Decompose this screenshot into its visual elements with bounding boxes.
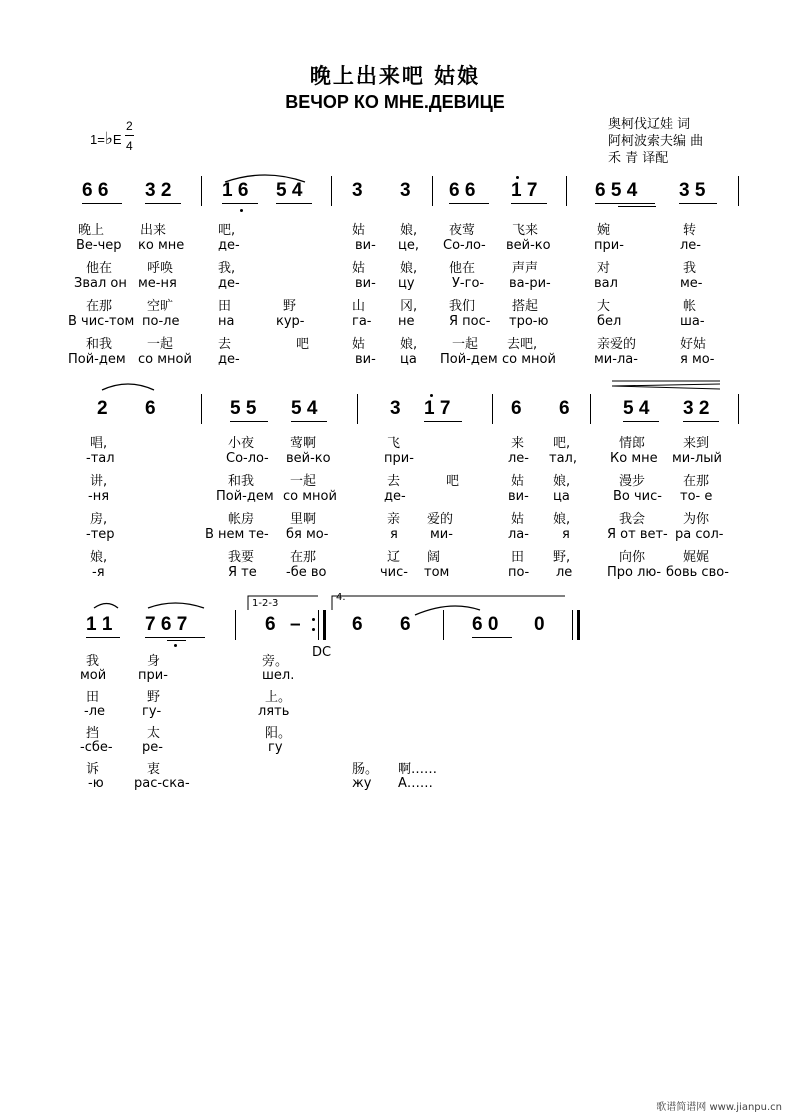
lyric: ми-лый	[672, 451, 722, 466]
lyric: Во чис-	[613, 489, 662, 504]
credit-composer: 阿柯波索夫编 曲	[608, 134, 704, 149]
lyric: 娘,	[400, 261, 418, 276]
lyric: мой	[80, 668, 107, 683]
lyric: гу	[268, 740, 283, 755]
lyric: я	[390, 527, 398, 542]
note-group: 3 2	[145, 180, 172, 201]
lyric: 去	[218, 337, 232, 352]
lyric: 我	[683, 261, 697, 276]
note-group: 6 6	[82, 180, 109, 201]
lyric: 一起	[452, 337, 479, 352]
lyric: 诉	[86, 762, 100, 777]
lyric: 晚上	[78, 223, 105, 238]
lyric: 野,	[553, 550, 571, 565]
lyric: 吧,	[218, 223, 236, 238]
lyric: 娘,	[400, 223, 418, 238]
lyric: 肠。	[352, 762, 379, 777]
lyric: 我	[86, 654, 100, 669]
lyric: Про лю-	[607, 565, 662, 580]
lyric: 飞来	[512, 223, 539, 238]
lyric: га-	[352, 314, 372, 329]
lyric: 呼唤	[147, 261, 174, 276]
lyric: -ня	[88, 489, 110, 504]
lyric: не	[398, 314, 415, 329]
lyric: Пой-дем	[216, 489, 274, 504]
lyric: Ко мне	[610, 451, 658, 466]
lyric: 啊……	[398, 762, 438, 777]
note: 6	[511, 398, 522, 419]
lyric: на	[218, 314, 235, 329]
lyric: 姑	[511, 474, 525, 489]
lyric: ле-	[508, 451, 529, 466]
lyric: вей-ко	[506, 238, 551, 253]
lyric: -сбе-	[80, 740, 113, 755]
lyric: ца	[400, 352, 417, 367]
lyric: 我们	[449, 299, 476, 314]
credit-lyricist: 奥柯伐辽娃 词	[608, 117, 691, 132]
key-signature: 1=♭E	[90, 129, 122, 148]
lyric: У-го-	[452, 276, 485, 291]
lyric: по-ле	[142, 314, 180, 329]
lyric: 阔	[427, 550, 441, 565]
lyric: ко мне	[138, 238, 185, 253]
lyric: 田	[511, 550, 525, 565]
lyric: ва-ри-	[509, 276, 551, 291]
lyric: 一起	[290, 474, 317, 489]
lyric: бя мо-	[286, 527, 329, 542]
lyric: -ле	[84, 704, 105, 719]
lyric: 漫步	[619, 474, 646, 489]
lyric: 爱的	[427, 512, 454, 527]
lyric: де-	[218, 276, 240, 291]
lyric: 吧	[296, 337, 310, 352]
lyric: вей-ко	[286, 451, 331, 466]
note-group: 7 6 7	[145, 614, 188, 635]
note: 2	[97, 398, 108, 419]
lyric: 莺啊	[290, 436, 317, 451]
lyric: А……	[398, 776, 433, 791]
lyric: 声声	[512, 261, 539, 276]
lyric: 一起	[147, 337, 174, 352]
lyric: 娘,	[553, 512, 571, 527]
note-group: 1 1	[86, 614, 113, 635]
lyric: 搭起	[512, 299, 539, 314]
lyric: 来到	[683, 436, 710, 451]
lyric: 他在	[449, 261, 476, 276]
lyric: ви-	[508, 489, 529, 504]
lyric: 里啊	[290, 512, 317, 527]
lyric: Со-ло-	[226, 451, 269, 466]
lyric: -ю	[88, 776, 104, 791]
lyric: ца	[553, 489, 570, 504]
lyric: 吧	[446, 474, 460, 489]
lyric: 野	[147, 690, 161, 705]
lyric: со мной	[502, 352, 556, 367]
note-group: 1 7	[424, 398, 451, 419]
lyric: 在那	[86, 299, 113, 314]
note-group: 6 0	[472, 614, 499, 635]
lyric: 衷	[147, 762, 161, 777]
lyric: 好姑	[680, 337, 707, 352]
note-group: 5 4	[276, 180, 303, 201]
lyric: жу	[352, 776, 372, 791]
lyric: 挡	[86, 726, 100, 741]
lyric: 田	[218, 299, 232, 314]
lyric: при-	[594, 238, 624, 253]
lyric: 帐	[683, 299, 697, 314]
lyric: ми-	[430, 527, 453, 542]
lyric: тро-ю	[509, 314, 549, 329]
volta-last-ending: 4.	[336, 592, 346, 603]
lyric: 娘,	[400, 337, 418, 352]
lyric: 姑	[352, 261, 366, 276]
lyric: 辽	[387, 550, 401, 565]
note-group: 1 6	[222, 180, 249, 201]
credit-translator: 禾 青 译配	[608, 151, 669, 166]
lyric: ме-	[680, 276, 703, 291]
note-group: 3 2	[683, 398, 710, 419]
lyric: при-	[384, 451, 414, 466]
lyric: 小夜	[228, 436, 255, 451]
lyric: 夜莺	[449, 223, 476, 238]
lyric: 在那	[683, 474, 710, 489]
note-group: 6 5 4	[595, 180, 638, 201]
note-group: 5 4	[291, 398, 318, 419]
note-group: 1 7	[511, 180, 538, 201]
lyric: -я	[92, 565, 105, 580]
lyric: -тер	[86, 527, 115, 542]
lyric: ша-	[680, 314, 705, 329]
lyric: 娘,	[90, 550, 108, 565]
time-signature-bottom: 4	[126, 139, 133, 153]
lyric: 大	[597, 299, 611, 314]
lyric: 和我	[86, 337, 113, 352]
note-group: 6 6	[449, 180, 476, 201]
lyric: по-	[508, 565, 530, 580]
lyric: 讲,	[90, 474, 108, 489]
lyric: ре-	[142, 740, 163, 755]
lyric: 我,	[218, 261, 236, 276]
lyric: де-	[218, 238, 240, 253]
title-russian: ВЕЧОР КО МНЕ.ДЕВИЦЕ	[285, 92, 505, 112]
note: 3	[352, 180, 363, 201]
lyric: со мной	[138, 352, 192, 367]
note: 6	[400, 614, 411, 635]
note: 6	[145, 398, 156, 419]
lyric: ме-ня	[138, 276, 177, 291]
site-watermark: 歌谱简谱网 www.jianpu.cn	[656, 1102, 782, 1113]
lyric: ви-	[355, 352, 376, 367]
title-chinese: 晚上出来吧 姑娘	[309, 63, 481, 88]
lyric: 姑	[511, 512, 525, 527]
lyric: я	[562, 527, 570, 542]
volta-first-ending: 1-2-3	[252, 598, 279, 609]
lyric: -бе во	[286, 565, 327, 580]
lyric: це,	[398, 238, 419, 253]
lyric: 姑	[352, 337, 366, 352]
lyric: Звал он	[74, 276, 127, 291]
lyric: де-	[218, 352, 240, 367]
lyric: 亲	[387, 512, 401, 527]
lyric: лять	[258, 704, 290, 719]
lyric: чис-	[380, 565, 408, 580]
lyric: 去吧,	[507, 337, 538, 352]
lyric: 娓娓	[683, 550, 710, 565]
lyric: со мной	[283, 489, 337, 504]
lyric: шел.	[262, 668, 295, 683]
note: 3	[400, 180, 411, 201]
lyric: 来	[511, 436, 525, 451]
lyric: 野	[283, 299, 297, 314]
note-group: 3 5	[679, 180, 706, 201]
lyric: 娘,	[553, 474, 571, 489]
lyric: Я пос-	[449, 314, 491, 329]
lyric: вал	[594, 276, 618, 291]
note-group: 5 4	[623, 398, 650, 419]
lyric: Пой-дем	[440, 352, 498, 367]
note-group: 5 5	[230, 398, 257, 419]
lyric: 去	[387, 474, 401, 489]
note: 6	[559, 398, 570, 419]
lyric: 我要	[228, 550, 255, 565]
lyric: Я от вет-	[607, 527, 668, 542]
lyric: Ве-чер	[76, 238, 122, 253]
lyric: ви-	[355, 238, 376, 253]
lyric: 和我	[228, 474, 255, 489]
lyric: гу-	[142, 704, 162, 719]
note: 0	[534, 614, 545, 635]
lyric: 冈,	[400, 299, 418, 314]
lyric: 上。	[265, 690, 292, 705]
lyric: ви-	[355, 276, 376, 291]
time-signature-top: 2	[126, 119, 133, 133]
lyric: бовь сво-	[666, 565, 729, 580]
lyric: цу	[398, 276, 415, 291]
lyric: 吧,	[553, 436, 571, 451]
dc-marking: DC	[312, 645, 332, 660]
lyric: 飞	[387, 436, 401, 451]
lyric: кур-	[276, 314, 305, 329]
lyric: 我会	[619, 512, 646, 527]
lyric: ле	[556, 565, 573, 580]
lyric: 出来	[140, 223, 167, 238]
lyric: 空旷	[147, 299, 174, 314]
lyric: бел	[597, 314, 622, 329]
note: 3	[390, 398, 401, 419]
lyric: том	[424, 565, 450, 580]
dash: –	[290, 614, 301, 635]
lyric: де-	[384, 489, 406, 504]
lyric: 亲爱的	[597, 337, 637, 352]
lyric: ми-ла-	[594, 352, 638, 367]
lyric: ле-	[680, 238, 701, 253]
lyric: 房,	[90, 512, 108, 527]
lyric: при-	[138, 668, 168, 683]
lyric: 身	[147, 654, 161, 669]
lyric: В нем те-	[205, 527, 269, 542]
lyric: ла-	[508, 527, 529, 542]
lyric: Со-ло-	[443, 238, 486, 253]
lyric: я мо-	[680, 352, 715, 367]
lyric: 田	[86, 690, 100, 705]
lyric: 帐房	[228, 512, 255, 527]
lyric: 向你	[619, 550, 646, 565]
lyric: 他在	[86, 261, 113, 276]
lyric: В чис-том	[68, 314, 135, 329]
lyric: Пой-дем	[68, 352, 126, 367]
lyric: тал,	[549, 451, 577, 466]
lyric: 山	[352, 299, 366, 314]
lyric: 转	[683, 223, 697, 238]
lyric: 为你	[683, 512, 710, 527]
lyric: 旁。	[262, 654, 289, 669]
lyric: 唱,	[90, 436, 108, 451]
note: 6	[265, 614, 276, 635]
lyric: 情郎	[619, 436, 646, 451]
lyric: рас-ска-	[134, 776, 190, 791]
lyric: -тал	[86, 451, 115, 466]
lyric: 阳。	[265, 726, 292, 741]
lyric: ра сол-	[675, 527, 724, 542]
lyric: 太	[147, 726, 161, 741]
lyric: 在那	[290, 550, 317, 565]
lyric: 婉	[597, 223, 611, 238]
lyric: 姑	[352, 223, 366, 238]
note: 6	[352, 614, 363, 635]
lyric: Я те	[228, 565, 257, 580]
lyric: то- е	[680, 489, 713, 504]
lyric: 对	[597, 261, 611, 276]
